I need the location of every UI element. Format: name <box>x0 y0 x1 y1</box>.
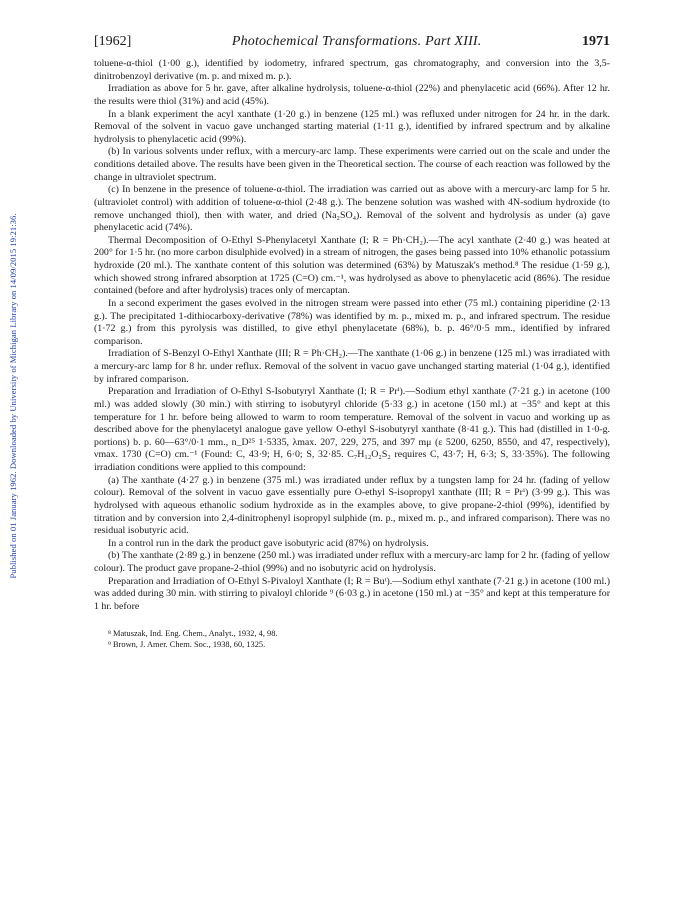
paragraph: (a) The xanthate (4·27 g.) in benzene (375 ml.) was irradiated under reflux by a tungsten lamp for 24 hr. (fading of yellow colour). Removal of the solvent in vacuo gave essentially pure O-ethyl S-isopropyl xanthate (III; R = Prⁱ) (3·99 g.). This was hydrolysed with aqueous ethanolic sodium hydroxide as in the examples above, to give propane-2-thiol (99%), identified by titration and by conversion into 2,4-dinitrophenyl isopropyl sulphide (m. p., mixed m. p., and infrared comparison). There was no residual isobutyric acid. <box>94 474 610 537</box>
paragraph: Preparation and Irradiation of O-Ethyl S-Pivaloyl Xanthate (I; R = Buᵗ).—Sodium ethyl xanthate (7·21 g.) in acetone (100 ml.) was added during 30 min. with stirring to pivaloyl chloride ⁹ (6·03 g.) in acetone (150 ml.) at −35° and kept at this temperature for 1 hr. before <box>94 575 610 612</box>
journal-page <box>94 34 610 650</box>
header-title: Photochemical Transformations. Part XIII. <box>231 34 482 49</box>
article-body <box>94 58 610 614</box>
paragraph: (b) The xanthate (2·89 g.) in benzene (250 ml.) was irradiated under reflux with a mercury-arc lamp for 2 hr. (fading of yellow colour). The product gave propane-2-thiol (99%) and no isobutyric acid on hydrolysis. <box>94 550 610 574</box>
paragraph: Thermal Decomposition of O-Ethyl S-Phenylacetyl Xanthate (I; R = Ph·CH₂).—The acyl xanthate (2·40 g.) was heated at 200° for 1·5 hr. (no more carbon disulphide evolved) in a stream of nitrogen, the gases being passed into 10% ethanolic potassium hydroxide (20 ml.). The xanthate content of this solution was determined (63%) by Matuszak's method.⁸ The residue (1·59 g.), which showed strong infrared absorption at 1725 (C=O) cm.⁻¹, was hydrolysed as above to phenylacetic acid (86%). The residue contained (before and after hydrolysis) traces only of mercaptan. <box>94 234 610 297</box>
paragraph: In a second experiment the gases evolved in the nitrogen stream were passed into ether (75 ml.) containing piperidine (2·13 g.). The precipitated 1-dithiocarboxy-derivative (78%) was identified by m. p., mixed m. p., and infrared spectrum. The residue (1·72 g.) from this pyrolysis was distilled, to give ethyl phenylacetate (68%), b. p. 46°/0·5 mm., identified by infrared comparison. <box>94 297 610 347</box>
download-notice-text: Published on 01 January 1962. Downloaded by University of Michigan Library on 14/09/2015 19:21:36. <box>8 213 18 579</box>
paragraph: (b) In various solvents under reflux, with a mercury-arc lamp. These experiments were carried out on the scale and under the conditions detailed above. The results have been given in the Theoretical section. The course of each reaction was followed by the change in ultraviolet spectrum. <box>94 146 610 183</box>
footnote: ⁸ Matuszak, Ind. Eng. Chem., Analyt., 1932, 4, 98. <box>108 628 278 638</box>
header-page-number: 1971 <box>581 34 610 49</box>
running-header <box>94 34 610 50</box>
footnotes <box>94 628 610 650</box>
paragraph: (c) In benzene in the presence of toluene-α-thiol. The irradiation was carried out as above with a mercury-arc lamp for 5 hr. (ultraviolet control) with addition of toluene-α-thiol (2·48 g.). The benzene solution was washed with 4N-sodium hydroxide (to remove unchanged thiol), then with water, and dried (Na₂SO₄). Removal of the solvent and hydrolysis as under (a) gave phenylacetic acid (74%). <box>94 184 610 234</box>
paragraph: Irradiation of S-Benzyl O-Ethyl Xanthate (III; R = Ph·CH₂).—The xanthate (1·06 g.) in benzene (125 ml.) was irradiated with a mercury-arc lamp for 8 hr. under reflux. Removal of the solvent in vacuo gave unchanged starting material (1·04 g.), identified by infrared comparison. <box>94 348 610 385</box>
paragraph: Irradiation as above for 5 hr. gave, after alkaline hydrolysis, toluene-α-thiol (22%) and phenylacetic acid (66%). After 12 hr. the results were thiol (31%) and acid (45%). <box>94 83 610 107</box>
paragraph: In a control run in the dark the product gave isobutyric acid (87%) on hydrolysis. <box>108 537 429 549</box>
download-notice <box>6 96 20 696</box>
header-year: [1962] <box>94 34 132 49</box>
paragraph: Preparation and Irradiation of O-Ethyl S-Isobutyryl Xanthate (I; R = Prⁱ).—Sodium ethyl xanthate (7·21 g.) in acetone (100 ml.) was added slowly (30 min.) with stirring to isobutyryl chloride (5·33 g.) in acetone (150 ml.) at −35° and kept at this temperature for 1 hr. before being allowed to warm to room temperature. Removal of the solvent in vacuo and working up as described above for the phenylacetyl analogue gave yellow O-ethyl S-isobutyryl xanthate (8·41 g.). This had (distilled in 1·0-g. portions) b. p. 60—63°/0·1 mm., n_D²⁵ 1·5335, λmax. 207, 229, 275, and 397 mμ (ε 5200, 6250, 8550, and 47, respectively), νmax. 1730 (C=O) cm.⁻¹ (Found: C, 43·9; H, 6·0; S, 32·85. C₇H₁₂O₂S₂ requires C, 43·7; H, 6·3; S, 33·35%). The following irradiation conditions were applied to this compound: <box>94 386 610 473</box>
paragraph: toluene-α-thiol (1·00 g.), identified by iodometry, infrared spectrum, gas chromatography, and conversion into the 3,5-dinitrobenzoyl derivative (m. p. and mixed m. p.). <box>94 58 610 82</box>
footnote: ⁹ Brown, J. Amer. Chem. Soc., 1938, 60, 1325. <box>108 639 266 649</box>
paragraph: In a blank experiment the acyl xanthate (1·20 g.) in benzene (125 ml.) was refluxed under nitrogen for 24 hr. in the dark. Removal of the solvent in vacuo gave unchanged starting material (1·11 g.), identified by infrared spectrum and by alkaline hydrolysis to phenylacetic acid (99%). <box>94 108 610 145</box>
